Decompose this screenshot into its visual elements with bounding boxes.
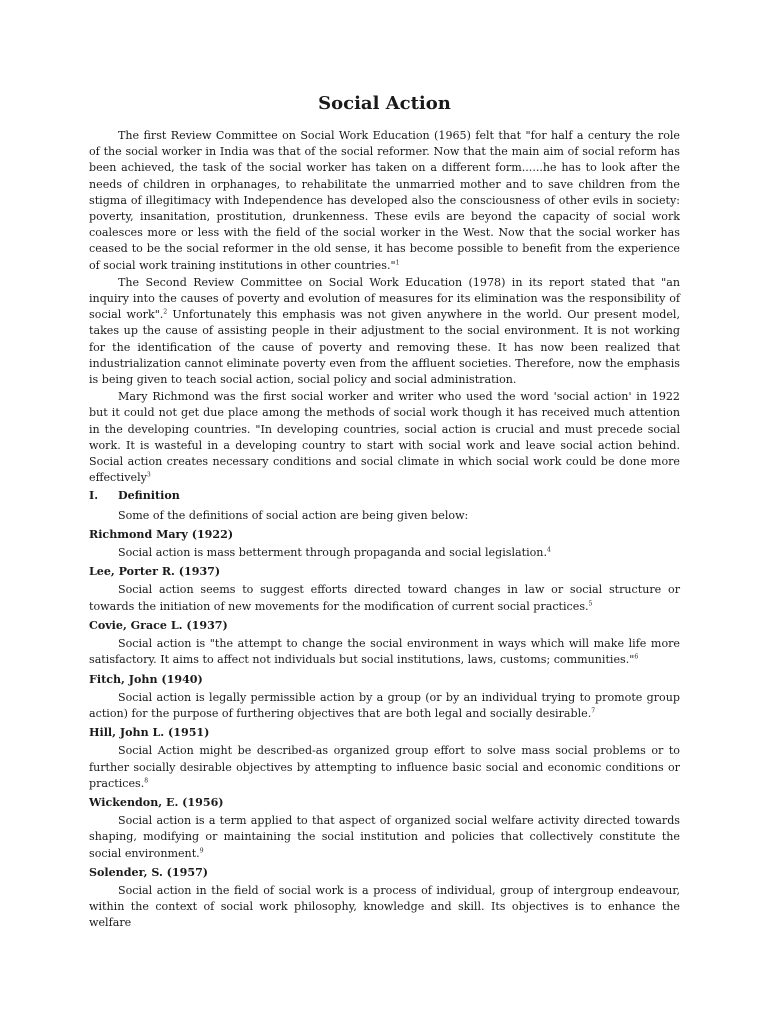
page-title: Social Action [318,93,451,114]
section-title: Definition [118,489,180,503]
section-number: I. [89,489,99,503]
definitions-intro: Some of the definitions of social action are being given below: [118,508,469,522]
footnote-ref-8[interactable]: 8 [144,777,149,785]
definition-text-lee [89,582,680,614]
footnote-ref-4[interactable]: 4 [546,546,551,554]
paragraph-2 [89,275,680,388]
footnote-ref-2[interactable]: 2 [163,308,168,316]
section-heading-definition [89,488,680,504]
definition-text-solender [89,883,680,932]
paragraph-2-text-after: Unfortunately this emphasis was not given anywhere in the world. Our present model, takes up the cause of assisting people in their adjustment to the social environment. It is not working for the identification of the cause of poverty and removing these. It has now been realized that industrialization cannot eliminate poverty even from the affluent societies. Therefore, now the emphasis is being given to teach social action, social policy and social administration. [89,308,680,387]
definition-author-hill: Hill, John L. (1951) [89,726,210,740]
definition-text: Social Action might be described-as organized group effort to solve mass social problems or to further socially desirable objectives by attempting to influence basic social and economic conditions or practices. [89,744,680,790]
footnote-ref-7[interactable]: 7 [591,707,596,715]
definition-text: Social action in the field of social work is a process of individual, group of intergroup endeavour, within the context of social work philosophy, knowledge and skill. Its objectives is to enhance the welfare [89,883,680,930]
definition-author-wickendon: Wickendon, E. (1956) [89,795,224,809]
definition-text: Social action seems to suggest efforts directed toward changes in law or social structure or towards the initiation of new movements for the modification of current social practices. [89,583,680,613]
paragraph-3-text: Mary Richmond was the first social worker and writer who used the word 'social action' in 1922 but it could not get due place among the methods of social work though it has received much attention in the developing countries. "In developing countries, social action is crucial and must precede social work. It is wasteful in a developing country to start with social work and leave social action behind. Social action creates necessary conditions and social climate in which social work could be done more effectively [89,390,680,485]
definition-text: Social action is legally permissible action by a group (or by an individual trying to promote group action) for the purpose of furthering objectives that are both legal and socially desirable. [89,690,680,720]
definition-author-lee: Lee, Porter R. (1937) [89,565,221,579]
paragraph-2-text-before: The Second Review Committee on Social Work Education (1978) in its report stated that "an inquiry into the causes of poverty and evolution of measures for its elimination was the responsibility of social work". [89,275,680,322]
definition-text-richmond [89,545,680,561]
definition-author-fitch: Fitch, John (1940) [89,672,203,686]
definition-text-wickendon [89,813,680,862]
definition-text: Social action is mass betterment through propaganda and social legislation. [118,546,547,560]
definition-author-solender: Solender, S. (1957) [89,865,209,879]
definition-text: Social action is a term applied to that aspect of organized social welfare activity directed towards shaping, modifying or maintaining the social institution and policies that collectively constitute the social environment. [89,814,680,860]
definition-author-richmond: Richmond Mary (1922) [89,527,234,541]
paragraph-3 [89,389,680,486]
footnote-ref-3[interactable]: 3 [146,471,151,479]
definition-text-covie [89,636,680,668]
paragraph-1-text: The first Review Committee on Social Work Education (1965) felt that "for half a century the role of the social worker in India was that of the social reformer. Now that the main aim of social reform has been achieved, the task of the social worker has taken on a different form......he has to look after the needs of children in orphanages, to rehabilitate the unmarried mother and to save children from the stigma of illegitimacy with Independence has developed also the consciousness of other evils in society: poverty, insanitation, prostitution, drunkenness. These evils are beyond the capacity of social work coalesces more or less with the field of the social worker in the West. Now that the social worker has ceased to be the social reformer in the old sense, it has become possible to benefit from the experience of social work training institutions in other countries." [89,129,680,272]
definition-text: Social action is "the attempt to change the social environment in ways which will make life more satisfactory. It aims to affect not individuals but social institutions, laws, customs; communities." [89,637,680,667]
footnote-ref-5[interactable]: 5 [588,600,593,607]
footnote-ref-9[interactable]: 9 [199,846,204,854]
footnote-ref-1[interactable]: 1 [395,258,400,266]
definition-author-covie: Covie, Grace L. (1937) [89,618,228,632]
footnote-ref-6[interactable]: 6 [634,653,639,661]
definition-text-hill [89,743,680,792]
definition-text-fitch [89,690,680,722]
paragraph-1 [89,128,680,274]
